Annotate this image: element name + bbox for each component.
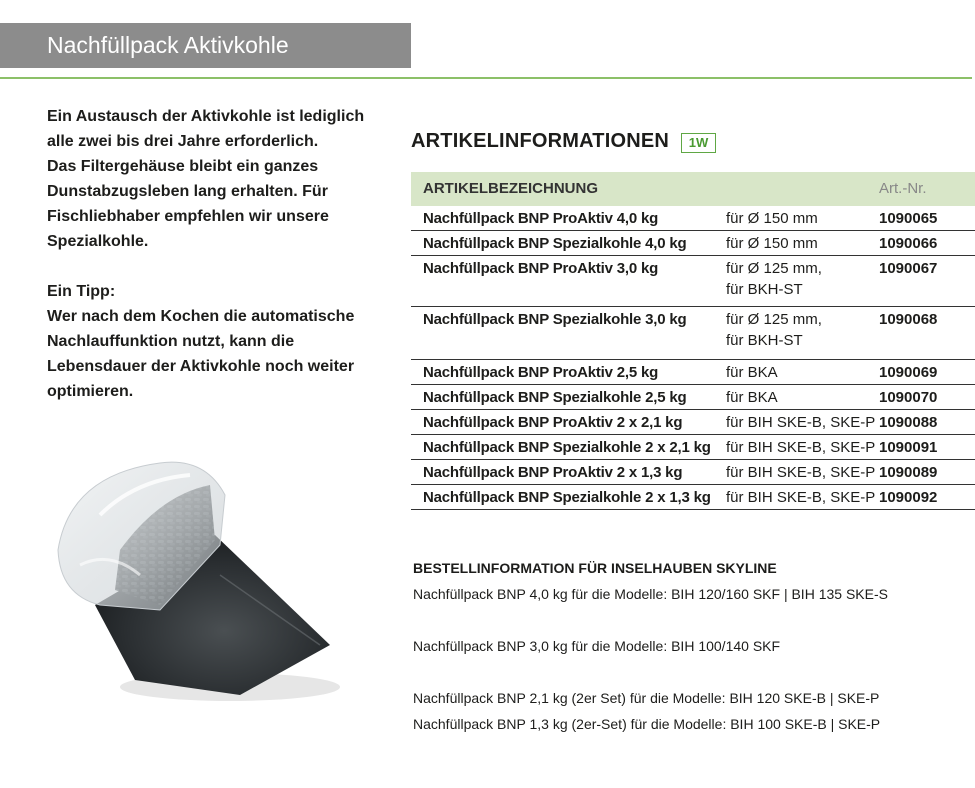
- order-info-line: Nachfüllpack BNP 4,0 kg für die Modelle: BIH 120/160 SKF | BIH 135 SKE-S: [413, 586, 888, 602]
- row-article-number: 1090069: [879, 364, 938, 381]
- articles-table: [411, 172, 975, 510]
- table-row: [411, 385, 975, 410]
- row-fit: [726, 258, 876, 300]
- row-fit-line: für Ø 125 mm,: [726, 311, 822, 328]
- row-name: Nachfüllpack BNP ProAktiv 2 x 1,3 kg: [423, 464, 683, 481]
- row-article-number: 1090066: [879, 235, 938, 252]
- tip-label: Ein Tipp:: [47, 283, 116, 300]
- intro-line: alle zwei bis drei Jahre erforderlich.: [47, 133, 319, 150]
- charcoal-bag-image: [40, 455, 340, 705]
- order-info-line: Nachfüllpack BNP 2,1 kg (2er Set) für die Modelle: BIH 120 SKE-B | SKE-P: [413, 690, 880, 706]
- row-name: Nachfüllpack BNP ProAktiv 4,0 kg: [423, 210, 659, 227]
- table-row: [411, 485, 975, 510]
- column-header-name: ARTIKELBEZEICHNUNG: [423, 180, 598, 197]
- row-fit: [726, 309, 876, 351]
- tip-line: Wer nach dem Kochen die automatische: [47, 308, 355, 325]
- row-fit: für BIH SKE-B, SKE-P: [726, 439, 876, 456]
- order-info-heading: BESTELLINFORMATION FÜR INSELHAUBEN SKYLINE: [413, 560, 777, 576]
- row-name: Nachfüllpack BNP Spezialkohle 2,5 kg: [423, 389, 687, 406]
- intro-text: [47, 104, 392, 404]
- row-article-number: 1090068: [879, 311, 938, 328]
- row-article-number: 1090067: [879, 260, 938, 277]
- table-row: [411, 360, 975, 385]
- table-row: [411, 435, 975, 460]
- row-name: Nachfüllpack BNP ProAktiv 3,0 kg: [423, 260, 659, 277]
- row-name: Nachfüllpack BNP ProAktiv 2,5 kg: [423, 364, 659, 381]
- row-fit-line: für Ø 125 mm,: [726, 260, 822, 277]
- row-fit-line: für BKH-ST: [726, 281, 803, 298]
- row-article-number: 1090092: [879, 489, 938, 506]
- table-row: [411, 460, 975, 485]
- row-article-number: 1090065: [879, 210, 938, 227]
- row-name: Nachfüllpack BNP Spezialkohle 4,0 kg: [423, 235, 687, 252]
- intro-line: Fischliebhaber empfehlen wir unsere: [47, 208, 329, 225]
- tip-line: Nachlauffunktion nutzt, kann die: [47, 333, 295, 350]
- row-fit: für BKA: [726, 364, 778, 381]
- row-article-number: 1090088: [879, 414, 938, 431]
- table-row: [411, 410, 975, 435]
- row-fit: für BIH SKE-B, SKE-P: [726, 414, 876, 431]
- order-info-line: Nachfüllpack BNP 3,0 kg für die Modelle: BIH 100/140 SKF: [413, 638, 781, 654]
- intro-line: Spezialkohle.: [47, 233, 149, 250]
- intro-line: Das Filtergehäuse bleibt ein ganzes: [47, 158, 319, 175]
- table-row: [411, 307, 975, 360]
- header-divider: [0, 77, 972, 79]
- row-name: Nachfüllpack BNP Spezialkohle 3,0 kg: [423, 311, 687, 328]
- table-row: [411, 256, 975, 307]
- row-article-number: 1090070: [879, 389, 938, 406]
- row-name: Nachfüllpack BNP ProAktiv 2 x 2,1 kg: [423, 414, 683, 431]
- row-name: Nachfüllpack BNP Spezialkohle 2 x 2,1 kg: [423, 439, 711, 456]
- row-article-number: 1090089: [879, 464, 938, 481]
- column-header-article-number: Art.-Nr.: [879, 180, 927, 197]
- row-fit: für Ø 150 mm: [726, 235, 818, 252]
- page-title: Nachfüllpack Aktivkohle: [0, 23, 411, 68]
- row-fit: für BIH SKE-B, SKE-P: [726, 464, 876, 481]
- row-fit-line: für BKH-ST: [726, 332, 803, 349]
- table-row: [411, 206, 975, 231]
- order-info: [413, 555, 973, 737]
- row-article-number: 1090091: [879, 439, 938, 456]
- row-fit: für BIH SKE-B, SKE-P: [726, 489, 876, 506]
- tip-line: optimieren.: [47, 383, 134, 400]
- articles-section-title: ARTIKELINFORMATIONEN: [411, 130, 670, 152]
- row-fit: für BKA: [726, 389, 778, 406]
- tip-line: Lebensdauer der Aktivkohle noch weiter: [47, 358, 355, 375]
- row-fit: für Ø 150 mm: [726, 210, 818, 227]
- table-row: [411, 231, 975, 256]
- row-name: Nachfüllpack BNP Spezialkohle 2 x 1,3 kg: [423, 489, 711, 506]
- table-header: [411, 172, 975, 206]
- intro-line: Dunstabzugsleben lang erhalten. Für: [47, 183, 328, 200]
- energy-badge: 1W: [681, 133, 716, 153]
- intro-line: Ein Austausch der Aktivkohle ist lediglich: [47, 108, 365, 125]
- order-info-line: Nachfüllpack BNP 1,3 kg (2er-Set) für die Modelle: BIH 100 SKE-B | SKE-P: [413, 716, 881, 732]
